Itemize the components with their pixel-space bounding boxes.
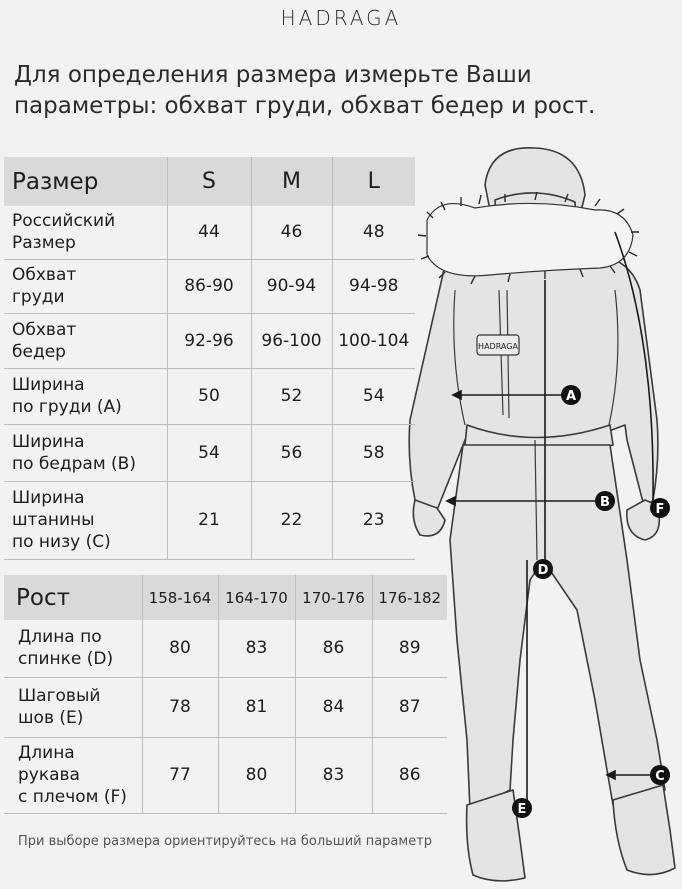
- cell: 86: [372, 737, 447, 813]
- row-label: Обхват груди: [4, 259, 167, 313]
- cell: 84: [295, 677, 372, 737]
- row-label: Длина рукава с плечом (F): [4, 737, 142, 813]
- table-row: [4, 368, 415, 424]
- cell: 48: [332, 206, 415, 259]
- table-row: [4, 677, 447, 737]
- size-s: S: [167, 157, 251, 206]
- cell: 21: [167, 481, 251, 559]
- cell: 86-90: [167, 259, 251, 313]
- row-label: Ширина по бедрам (B): [4, 424, 167, 481]
- height-range: 176-182: [372, 575, 447, 620]
- size-header-label: Размер: [4, 157, 167, 206]
- row-label: Российский Размер: [4, 206, 167, 259]
- cell: 23: [332, 481, 415, 559]
- height-header-label: Рост: [4, 575, 142, 620]
- cell: 52: [251, 368, 332, 424]
- marker-d: D: [537, 563, 549, 578]
- cell: 54: [332, 368, 415, 424]
- cell: 50: [167, 368, 251, 424]
- cell: 80: [142, 620, 218, 677]
- pants: [450, 445, 665, 810]
- height-range: 158-164: [142, 575, 218, 620]
- cell: 90-94: [251, 259, 332, 313]
- cell: 56: [251, 424, 332, 481]
- right-boot: [613, 785, 675, 875]
- marker-b: B: [600, 495, 610, 510]
- cell: 92-96: [167, 313, 251, 368]
- table-row: [4, 424, 415, 481]
- table-row: [4, 481, 415, 559]
- height-range: 170-176: [295, 575, 372, 620]
- table-row: [4, 259, 415, 313]
- brand-logo: HADRAGA: [280, 6, 402, 30]
- table-row: [4, 206, 415, 259]
- cell: 87: [372, 677, 447, 737]
- cell: 80: [218, 737, 295, 813]
- size-table-header: [4, 157, 415, 206]
- cell: 46: [251, 206, 332, 259]
- table-row: [4, 620, 447, 677]
- cell: 54: [167, 424, 251, 481]
- cell: 83: [295, 737, 372, 813]
- footnote: При выборе размера ориентируйтесь на больший параметр: [18, 834, 433, 849]
- cell: 100-104: [332, 313, 415, 368]
- cell: 81: [218, 677, 295, 737]
- cell: 86: [295, 620, 372, 677]
- cell: 78: [142, 677, 218, 737]
- page-headline: Для определения размера измерьте Ваши параметры: обхват груди, обхват бедер и рост.: [14, 62, 596, 119]
- height-table: [4, 575, 447, 814]
- marker-e: E: [517, 802, 527, 817]
- row-label: Ширина штанины по низу (C): [4, 481, 167, 559]
- marker-f: F: [655, 502, 665, 517]
- row-label: Обхват бедер: [4, 313, 167, 368]
- cell: 83: [218, 620, 295, 677]
- cell: 77: [142, 737, 218, 813]
- table-row: [4, 313, 415, 368]
- cell: 44: [167, 206, 251, 259]
- cell: 96-100: [251, 313, 332, 368]
- row-label: Ширина по груди (A): [4, 368, 167, 424]
- row-label: Шаговый шов (E): [4, 677, 142, 737]
- jacket-logo: HADRAGA: [478, 342, 518, 351]
- size-l: L: [332, 157, 415, 206]
- row-label: Длина по спинке (D): [4, 620, 142, 677]
- cell: 22: [251, 481, 332, 559]
- height-range: 164-170: [218, 575, 295, 620]
- left-glove: [413, 500, 445, 536]
- cell: 58: [332, 424, 415, 481]
- cell: 89: [372, 620, 447, 677]
- height-table-header: [4, 575, 447, 620]
- marker-a: A: [565, 389, 577, 404]
- size-table: [4, 157, 415, 560]
- table-row: [4, 737, 447, 813]
- cell: 94-98: [332, 259, 415, 313]
- size-m: M: [251, 157, 332, 206]
- marker-c: C: [655, 769, 665, 784]
